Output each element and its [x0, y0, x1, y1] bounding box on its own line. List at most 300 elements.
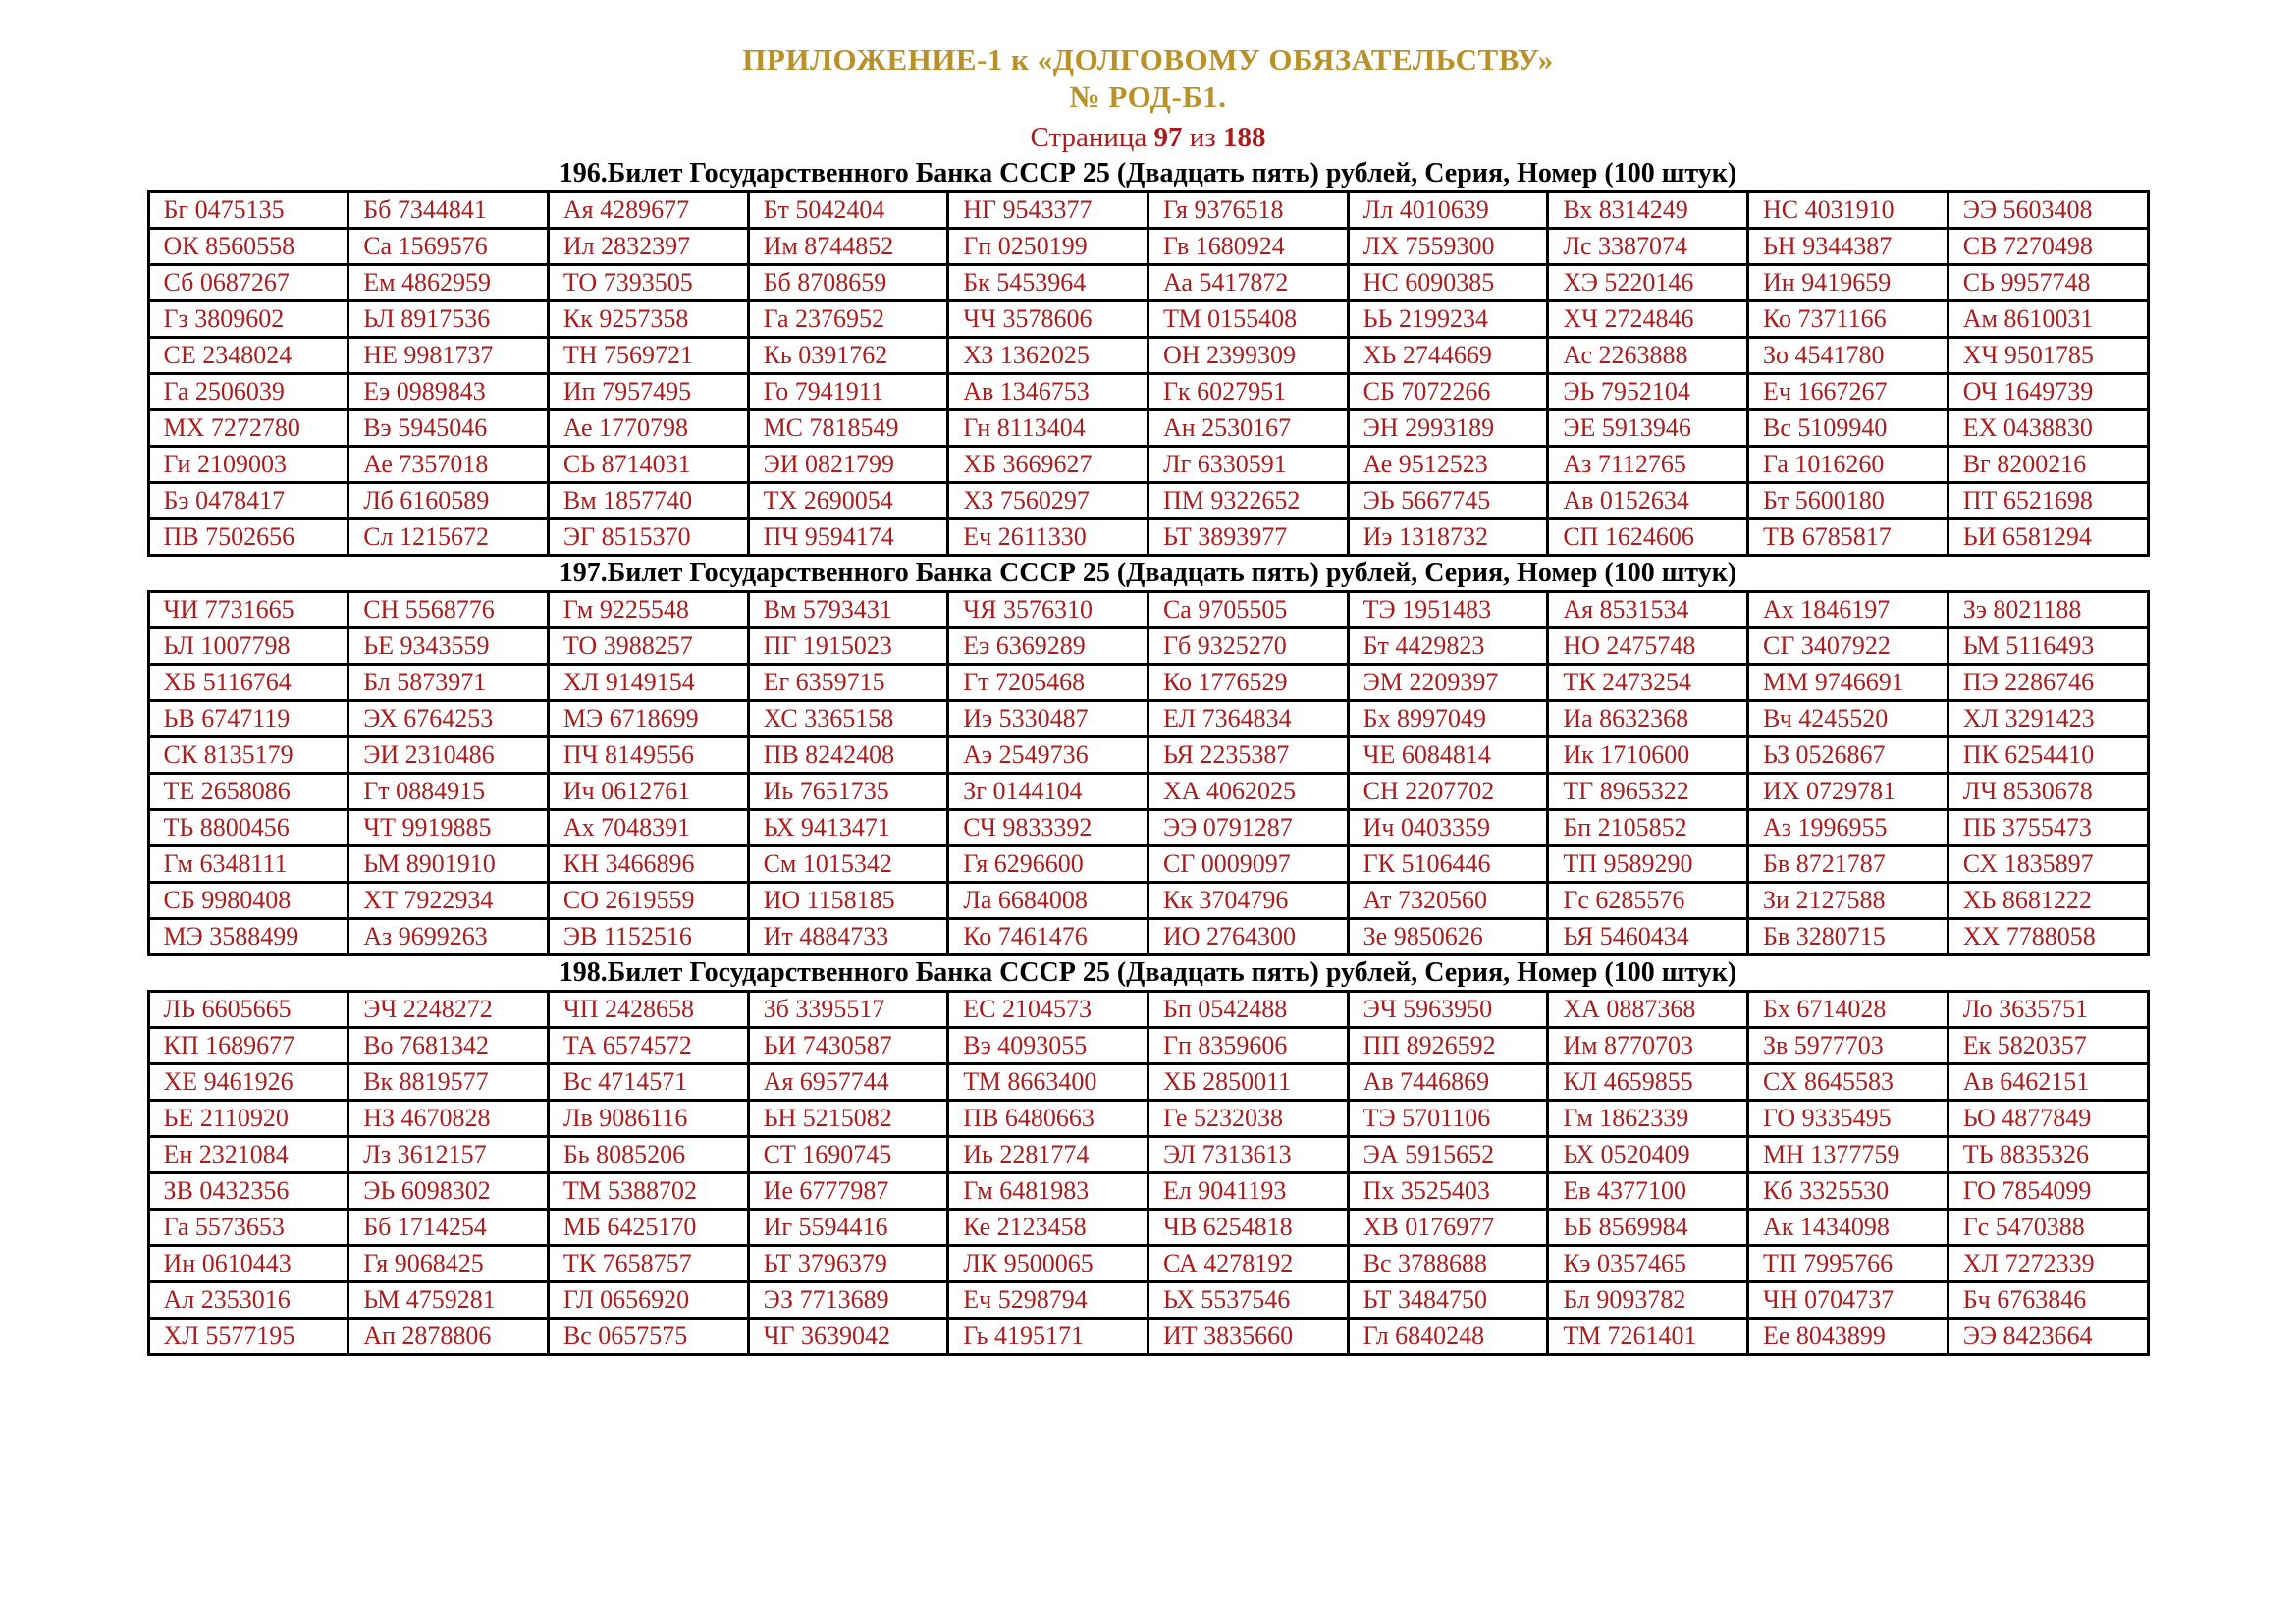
serial-cell: Лс 3387074 — [1548, 229, 1748, 265]
serial-cell: ХЛ 7272339 — [1948, 1246, 2148, 1282]
serial-cell: Гс 5470388 — [1948, 1210, 2148, 1246]
serial-cell: ТВ 6785817 — [1748, 519, 1949, 556]
table-row — [148, 447, 2148, 483]
serial-cell: Ап 2878806 — [348, 1319, 549, 1355]
serial-cell: ЬБ 8569984 — [1548, 1210, 1748, 1246]
serial-cell: ЭИ 0821799 — [748, 447, 948, 483]
table-198-title: 198.Билет Государственного Банка СССР 25 (Двадцать пять) рублей, Серия, Номер (100 штук) — [559, 957, 1737, 988]
serial-cell: Вх 8314249 — [1548, 192, 1748, 229]
serial-cell: ЧП 2428658 — [548, 992, 748, 1028]
serial-cell: ЬЕ 9343559 — [348, 628, 549, 665]
serial-cell: ЬЕ 2110920 — [148, 1101, 348, 1137]
serial-cell: ЬИ 6581294 — [1948, 519, 2148, 556]
serial-cell: ЕС 2104573 — [948, 992, 1148, 1028]
serial-cell: СЬ 8714031 — [548, 447, 748, 483]
serial-cell: Сл 1215672 — [348, 519, 549, 556]
document-subtitle: № РОД-Б1. — [1069, 80, 1227, 114]
serial-cell: См 1015342 — [748, 846, 948, 883]
serial-cell: Вм 1857740 — [548, 483, 748, 519]
serial-cell: ИО 2764300 — [1148, 919, 1348, 955]
serial-cell: ХЧ 2724846 — [1548, 301, 1748, 338]
serial-cell: СТ 1690745 — [748, 1137, 948, 1173]
table-row — [148, 992, 2148, 1028]
serial-cell: ОК 8560558 — [148, 229, 348, 265]
serial-cell: ММ 9746691 — [1748, 665, 1949, 701]
serial-cell: ЭН 2993189 — [1348, 410, 1548, 447]
serial-cell: ЭМ 2209397 — [1348, 665, 1548, 701]
serial-cell: ЧЕ 6084814 — [1348, 737, 1548, 774]
table-row — [148, 1282, 2148, 1319]
serial-cell: ЬИ 7430587 — [748, 1028, 948, 1064]
serial-cell: Гн 8113404 — [948, 410, 1148, 447]
serial-cell: СА 4278192 — [1148, 1246, 1348, 1282]
serial-cell: ЭГ 8515370 — [548, 519, 748, 556]
serial-cell: ОЧ 1649739 — [1948, 374, 2148, 410]
serial-cell: СВ 7270498 — [1948, 229, 2148, 265]
serial-cell: КЛ 4659855 — [1548, 1064, 1748, 1101]
serial-cell: Гя 6296600 — [948, 846, 1148, 883]
serial-cell: Ич 0403359 — [1348, 810, 1548, 846]
serial-cell: СЕ 2348024 — [148, 338, 348, 374]
table-row — [148, 628, 2148, 665]
serial-cell: КН 3466896 — [548, 846, 748, 883]
serial-cell: Вг 8200216 — [1948, 447, 2148, 483]
serial-cell: Ел 9041193 — [1148, 1173, 1348, 1210]
serial-cell: Бб 1714254 — [348, 1210, 549, 1246]
serial-cell: Зв 5977703 — [1748, 1028, 1949, 1064]
serial-cell: ЬЯ 2235387 — [1148, 737, 1348, 774]
serial-cell: ХБ 2850011 — [1148, 1064, 1348, 1101]
serial-cell: ХС 3365158 — [748, 701, 948, 737]
serial-cell: ЭЬ 6098302 — [348, 1173, 549, 1210]
serial-cell: Лб 6160589 — [348, 483, 549, 519]
serial-cell: ЭИ 2310486 — [348, 737, 549, 774]
serial-cell: Бп 0542488 — [1148, 992, 1348, 1028]
serial-cell: ПВ 6480663 — [948, 1101, 1148, 1137]
serial-cell: Гт 0884915 — [348, 774, 549, 810]
serial-cell: Вэ 4093055 — [948, 1028, 1148, 1064]
serial-cell: Гя 9068425 — [348, 1246, 549, 1282]
serial-cell: Еэ 6369289 — [948, 628, 1148, 665]
serial-cell: Бх 6714028 — [1748, 992, 1949, 1028]
serial-cell: Вм 5793431 — [748, 592, 948, 628]
serial-cell: ХЛ 3291423 — [1948, 701, 2148, 737]
serial-cell: ТП 9589290 — [1548, 846, 1748, 883]
serial-cell: ЬО 4877849 — [1948, 1101, 2148, 1137]
serial-cell: ЗВ 0432356 — [148, 1173, 348, 1210]
serial-cell: Гз 3809602 — [148, 301, 348, 338]
table-row — [148, 192, 2148, 229]
serial-cell: Лв 9086116 — [548, 1101, 748, 1137]
serial-cell: Ая 6957744 — [748, 1064, 948, 1101]
serial-cell: Га 5573653 — [148, 1210, 348, 1246]
serial-cell: ТЕ 2658086 — [148, 774, 348, 810]
serial-cell: Вэ 5945046 — [348, 410, 549, 447]
serial-cell: ТЬ 8835326 — [1948, 1137, 2148, 1173]
serial-cell: ХЭ 5220146 — [1548, 265, 1748, 301]
serial-cell: НС 4031910 — [1748, 192, 1949, 229]
serial-cell: ЭЭ 5603408 — [1948, 192, 2148, 229]
serial-cell: ТЬ 8800456 — [148, 810, 348, 846]
serial-cell: Ин 0610443 — [148, 1246, 348, 1282]
serial-cell: ХЬ 2744669 — [1348, 338, 1548, 374]
serial-cell: Вс 4714571 — [548, 1064, 748, 1101]
table-197-title: 197.Билет Государственного Банка СССР 25 (Двадцать пять) рублей, Серия, Номер (100 штук) — [559, 558, 1737, 588]
serial-cell: ХА 0887368 — [1548, 992, 1748, 1028]
serial-cell: ХЛ 5577195 — [148, 1319, 348, 1355]
serial-cell: Ко 7461476 — [948, 919, 1148, 955]
serial-cell: ЧН 0704737 — [1748, 1282, 1949, 1319]
serial-cell: Ин 9419659 — [1748, 265, 1949, 301]
serial-cell: Ег 6359715 — [748, 665, 948, 701]
serial-cell: Лг 6330591 — [1148, 447, 1348, 483]
serial-cell: Вк 8819577 — [348, 1064, 549, 1101]
serial-cell: ЧТ 9919885 — [348, 810, 549, 846]
serial-cell: Ае 7357018 — [348, 447, 549, 483]
serial-cell: Ая 4289677 — [548, 192, 748, 229]
serial-cell: Бп 2105852 — [1548, 810, 1748, 846]
serial-cell: Бч 6763846 — [1948, 1282, 2148, 1319]
serial-cell: Ав 6462151 — [1948, 1064, 2148, 1101]
serial-cell: ИО 1158185 — [748, 883, 948, 919]
serial-cell: ЭЧ 5963950 — [1348, 992, 1548, 1028]
serial-cell: ЭЛ 7313613 — [1148, 1137, 1348, 1173]
serial-cell: Гл 6840248 — [1348, 1319, 1548, 1355]
serial-cell: Вс 5109940 — [1748, 410, 1949, 447]
serial-cell: ГК 5106446 — [1348, 846, 1548, 883]
serial-cell: Аз 7112765 — [1548, 447, 1748, 483]
table-row — [148, 265, 2148, 301]
serial-cell: Ах 1846197 — [1748, 592, 1949, 628]
serial-cell: Бв 8721787 — [1748, 846, 1949, 883]
serial-cell: Бь 8085206 — [548, 1137, 748, 1173]
serial-cell: Ла 6684008 — [948, 883, 1148, 919]
serial-cell: Иэ 5330487 — [948, 701, 1148, 737]
serial-cell: ПП 8926592 — [1348, 1028, 1548, 1064]
serial-cell: ЬТ 3796379 — [748, 1246, 948, 1282]
serial-cell: ТП 7995766 — [1748, 1246, 1949, 1282]
serial-cell: Вс 0657575 — [548, 1319, 748, 1355]
serial-cell: Еч 1667267 — [1748, 374, 1949, 410]
serial-cell: ПТ 6521698 — [1948, 483, 2148, 519]
serial-cell: ЬЛ 1007798 — [148, 628, 348, 665]
serial-cell: ЭЬ 5667745 — [1348, 483, 1548, 519]
serial-cell: ЭХ 6764253 — [348, 701, 549, 737]
serial-cell: КП 1689677 — [148, 1028, 348, 1064]
serial-cell: Гп 0250199 — [948, 229, 1148, 265]
table-row — [148, 1246, 2148, 1282]
serial-cell: Ее 8043899 — [1748, 1319, 1949, 1355]
serial-cell: Гм 9225548 — [548, 592, 748, 628]
serial-cell: НГ 9543377 — [948, 192, 1148, 229]
serial-cell: ЧЯ 3576310 — [948, 592, 1148, 628]
serial-cell: Ат 7320560 — [1348, 883, 1548, 919]
serial-cell: ЕЛ 7364834 — [1148, 701, 1348, 737]
serial-cell: Гм 1862339 — [1548, 1101, 1748, 1137]
table-row — [148, 919, 2148, 955]
serial-cell: Бб 7344841 — [348, 192, 549, 229]
page-word: Страница — [1030, 122, 1148, 153]
serial-cell: Во 7681342 — [348, 1028, 549, 1064]
serial-cell: ЬЯ 5460434 — [1548, 919, 1748, 955]
serial-cell: ЭЗ 7713689 — [748, 1282, 948, 1319]
table-row — [148, 810, 2148, 846]
serial-cell: ПЧ 9594174 — [748, 519, 948, 556]
serial-cell: Пх 3525403 — [1348, 1173, 1548, 1210]
serial-cell: ГЛ 0656920 — [548, 1282, 748, 1319]
serial-cell: ЬМ 5116493 — [1948, 628, 2148, 665]
serial-cell: Аз 1996955 — [1748, 810, 1949, 846]
serial-cell: Иг 5594416 — [748, 1210, 948, 1246]
serial-cell: Иь 2281774 — [948, 1137, 1148, 1173]
serial-cell: ТЭ 1951483 — [1348, 592, 1548, 628]
serial-cell: ЬЗ 0526867 — [1748, 737, 1949, 774]
serial-cell: ПВ 7502656 — [148, 519, 348, 556]
serial-cell: Гь 4195171 — [948, 1319, 1148, 1355]
serial-cell: Бт 5600180 — [1748, 483, 1949, 519]
serial-cell: ЭЕ 5913946 — [1548, 410, 1748, 447]
table-row — [148, 410, 2148, 447]
serial-cell: СБ 9980408 — [148, 883, 348, 919]
serial-cell: ХВ 0176977 — [1348, 1210, 1548, 1246]
serial-cell: Бк 5453964 — [948, 265, 1148, 301]
serial-cell: ЧИ 7731665 — [148, 592, 348, 628]
serial-cell: ТХ 2690054 — [748, 483, 948, 519]
serial-cell: ПЭ 2286746 — [1948, 665, 2148, 701]
table-row — [148, 519, 2148, 556]
serial-cell: СП 1624606 — [1548, 519, 1748, 556]
serial-cell: ТМ 0155408 — [1148, 301, 1348, 338]
serial-cell: МБ 6425170 — [548, 1210, 748, 1246]
serial-cell: СК 8135179 — [148, 737, 348, 774]
serial-cell: ЧЧ 3578606 — [948, 301, 1148, 338]
serial-cell: Зэ 8021188 — [1948, 592, 2148, 628]
serial-cell: Ге 5232038 — [1148, 1101, 1348, 1137]
serial-cell: НО 2475748 — [1548, 628, 1748, 665]
serial-cell: Бт 4429823 — [1348, 628, 1548, 665]
serial-cell: Сб 0687267 — [148, 265, 348, 301]
serial-cell: Га 2376952 — [748, 301, 948, 338]
serial-cell: Лл 4010639 — [1348, 192, 1548, 229]
serial-cell: ЬХ 9413471 — [748, 810, 948, 846]
serial-cell: Ло 3635751 — [1948, 992, 2148, 1028]
serial-cell: ТМ 7261401 — [1548, 1319, 1748, 1355]
serial-cell: Ен 2321084 — [148, 1137, 348, 1173]
table-row — [148, 737, 2148, 774]
serial-cell: ХТ 7922934 — [348, 883, 549, 919]
serial-cell: ЭЭ 0791287 — [1148, 810, 1348, 846]
serial-cell: Ик 1710600 — [1548, 737, 1748, 774]
serial-cell: ЕХ 0438830 — [1948, 410, 2148, 447]
serial-cell: Вч 4245520 — [1748, 701, 1949, 737]
serial-cell: ТО 7393505 — [548, 265, 748, 301]
serial-cell: ХХ 7788058 — [1948, 919, 2148, 955]
table-row — [148, 483, 2148, 519]
table-row — [148, 883, 2148, 919]
serial-cell: Им 8770703 — [1548, 1028, 1748, 1064]
serial-cell: ПМ 9322652 — [1148, 483, 1348, 519]
serial-cell: Ке 2123458 — [948, 1210, 1148, 1246]
serial-cell: ТА 6574572 — [548, 1028, 748, 1064]
table-row — [148, 1028, 2148, 1064]
serial-cell: Гс 6285576 — [1548, 883, 1748, 919]
table-row — [148, 338, 2148, 374]
serial-cell: Гя 9376518 — [1148, 192, 1348, 229]
serial-cell: СО 2619559 — [548, 883, 748, 919]
serial-cell: Вс 3788688 — [1348, 1246, 1548, 1282]
serial-cell: Зо 4541780 — [1748, 338, 1949, 374]
serial-cell: Зг 0144104 — [948, 774, 1148, 810]
serial-cell: ПЧ 8149556 — [548, 737, 748, 774]
serial-cell: Ко 1776529 — [1148, 665, 1348, 701]
serial-cell: ЛЬ 6605665 — [148, 992, 348, 1028]
table-row — [148, 374, 2148, 410]
serial-cell: ХЗ 1362025 — [948, 338, 1148, 374]
serial-cell: Гт 7205468 — [948, 665, 1148, 701]
serial-cell: Еч 5298794 — [948, 1282, 1148, 1319]
serial-cell: ОН 2399309 — [1148, 338, 1348, 374]
serial-cell: ЬВ 6747119 — [148, 701, 348, 737]
serial-cell: Го 7941911 — [748, 374, 948, 410]
serial-cell: Гм 6481983 — [948, 1173, 1148, 1210]
serial-cell: ХБ 5116764 — [148, 665, 348, 701]
serial-cell: Ав 7446869 — [1348, 1064, 1548, 1101]
serial-cell: Лз 3612157 — [348, 1137, 549, 1173]
serial-cell: Иа 8632368 — [1548, 701, 1748, 737]
table-row — [148, 1101, 2148, 1137]
serial-cell: Ае 9512523 — [1348, 447, 1548, 483]
serial-cell: Бг 0475135 — [148, 192, 348, 229]
serial-cell: ТМ 8663400 — [948, 1064, 1148, 1101]
serial-cell: НС 6090385 — [1348, 265, 1548, 301]
page-total: 188 — [1223, 122, 1266, 153]
serial-cell: Аэ 2549736 — [948, 737, 1148, 774]
serial-cell: СЧ 9833392 — [948, 810, 1148, 846]
serial-cell: ИХ 0729781 — [1748, 774, 1949, 810]
serial-cell: СН 2207702 — [1348, 774, 1548, 810]
serial-cell: ЬМ 8901910 — [348, 846, 549, 883]
serial-cell: Га 2506039 — [148, 374, 348, 410]
serial-cell: ЛЧ 8530678 — [1948, 774, 2148, 810]
serial-cell: Бб 8708659 — [748, 265, 948, 301]
serial-cell: ТО 3988257 — [548, 628, 748, 665]
serial-cell: ГО 9335495 — [1748, 1101, 1949, 1137]
serial-cell: МН 1377759 — [1748, 1137, 1949, 1173]
serial-cell: ХА 4062025 — [1148, 774, 1348, 810]
serial-cell: Ич 0612761 — [548, 774, 748, 810]
table-row — [148, 1210, 2148, 1246]
serial-cell: Ах 7048391 — [548, 810, 748, 846]
serial-cell: МЭ 6718699 — [548, 701, 748, 737]
serial-cell: СХ 1835897 — [1948, 846, 2148, 883]
serial-cell: Гв 1680924 — [1148, 229, 1348, 265]
table-198 — [147, 990, 2150, 1356]
serial-cell: ЧВ 6254818 — [1148, 1210, 1348, 1246]
serial-cell: Ав 0152634 — [1548, 483, 1748, 519]
serial-cell: ХЕ 9461926 — [148, 1064, 348, 1101]
serial-cell: ГО 7854099 — [1948, 1173, 2148, 1210]
serial-cell: ТК 7658757 — [548, 1246, 748, 1282]
serial-cell: Ан 2530167 — [1148, 410, 1348, 447]
serial-cell: ЭЧ 2248272 — [348, 992, 549, 1028]
table-row — [148, 701, 2148, 737]
serial-cell: Зе 9850626 — [1348, 919, 1548, 955]
table-row — [148, 1173, 2148, 1210]
serial-cell: Га 1016260 — [1748, 447, 1949, 483]
table-row — [148, 665, 2148, 701]
serial-cell: Кэ 0357465 — [1548, 1246, 1748, 1282]
serial-cell: ЭВ 1152516 — [548, 919, 748, 955]
serial-cell: ХЧ 9501785 — [1948, 338, 2148, 374]
serial-cell: Ав 1346753 — [948, 374, 1148, 410]
page-indicator — [0, 118, 2296, 157]
serial-cell: НЕ 9981737 — [348, 338, 549, 374]
serial-cell: Бх 8997049 — [1348, 701, 1548, 737]
serial-cell: Бв 3280715 — [1748, 919, 1949, 955]
table-row — [148, 301, 2148, 338]
serial-cell: ТК 2473254 — [1548, 665, 1748, 701]
serial-cell: ЬХ 0520409 — [1548, 1137, 1748, 1173]
serial-cell: МЭ 3588499 — [148, 919, 348, 955]
serial-cell: Гк 6027951 — [1148, 374, 1348, 410]
serial-cell: ТЭ 5701106 — [1348, 1101, 1548, 1137]
table-row — [148, 229, 2148, 265]
serial-cell: ЭЬ 7952104 — [1548, 374, 1748, 410]
table-row — [148, 846, 2148, 883]
serial-cell: Ая 8531534 — [1548, 592, 1748, 628]
serial-cell: СГ 3407922 — [1748, 628, 1949, 665]
serial-cell: ЬН 5215082 — [748, 1101, 948, 1137]
page-of-word: из — [1189, 122, 1216, 153]
page-current: 97 — [1153, 122, 1183, 153]
serial-cell: ТГ 8965322 — [1548, 774, 1748, 810]
serial-cell: Ем 4862959 — [348, 265, 549, 301]
table-row — [148, 1137, 2148, 1173]
table-row — [148, 1319, 2148, 1355]
serial-cell: Ит 4884733 — [748, 919, 948, 955]
serial-cell: Ам 8610031 — [1948, 301, 2148, 338]
serial-cell: ЛХ 7559300 — [1348, 229, 1548, 265]
serial-cell: Бт 5042404 — [748, 192, 948, 229]
serial-cell: ЬН 9344387 — [1748, 229, 1949, 265]
serial-cell: Кк 3704796 — [1148, 883, 1348, 919]
serial-cell: Гб 9325270 — [1148, 628, 1348, 665]
serial-cell: Еэ 0989843 — [348, 374, 549, 410]
serial-cell: СГ 0009097 — [1148, 846, 1348, 883]
serial-cell: Ал 2353016 — [148, 1282, 348, 1319]
serial-cell: Им 8744852 — [748, 229, 948, 265]
serial-cell: Ас 2263888 — [1548, 338, 1748, 374]
serial-cell: ЭЭ 8423664 — [1948, 1319, 2148, 1355]
serial-cell: Бл 9093782 — [1548, 1282, 1748, 1319]
serial-cell: ЭА 5915652 — [1348, 1137, 1548, 1173]
serial-cell: ЬЬ 2199234 — [1348, 301, 1548, 338]
serial-cell: Ак 1434098 — [1748, 1210, 1949, 1246]
serial-cell: Ип 7957495 — [548, 374, 748, 410]
serial-cell: Са 9705505 — [1148, 592, 1348, 628]
serial-cell: Бэ 0478417 — [148, 483, 348, 519]
serial-cell: ЬТ 3484750 — [1348, 1282, 1548, 1319]
serial-cell: Ев 4377100 — [1548, 1173, 1748, 1210]
serial-cell: Иь 7651735 — [748, 774, 948, 810]
serial-cell: ПБ 3755473 — [1948, 810, 2148, 846]
serial-cell: МХ 7272780 — [148, 410, 348, 447]
serial-cell: ХЬ 8681222 — [1948, 883, 2148, 919]
serial-cell: ЛК 9500065 — [948, 1246, 1148, 1282]
serial-cell: Зб 3395517 — [748, 992, 948, 1028]
table-196 — [147, 190, 2150, 557]
serial-cell: Ек 5820357 — [1948, 1028, 2148, 1064]
